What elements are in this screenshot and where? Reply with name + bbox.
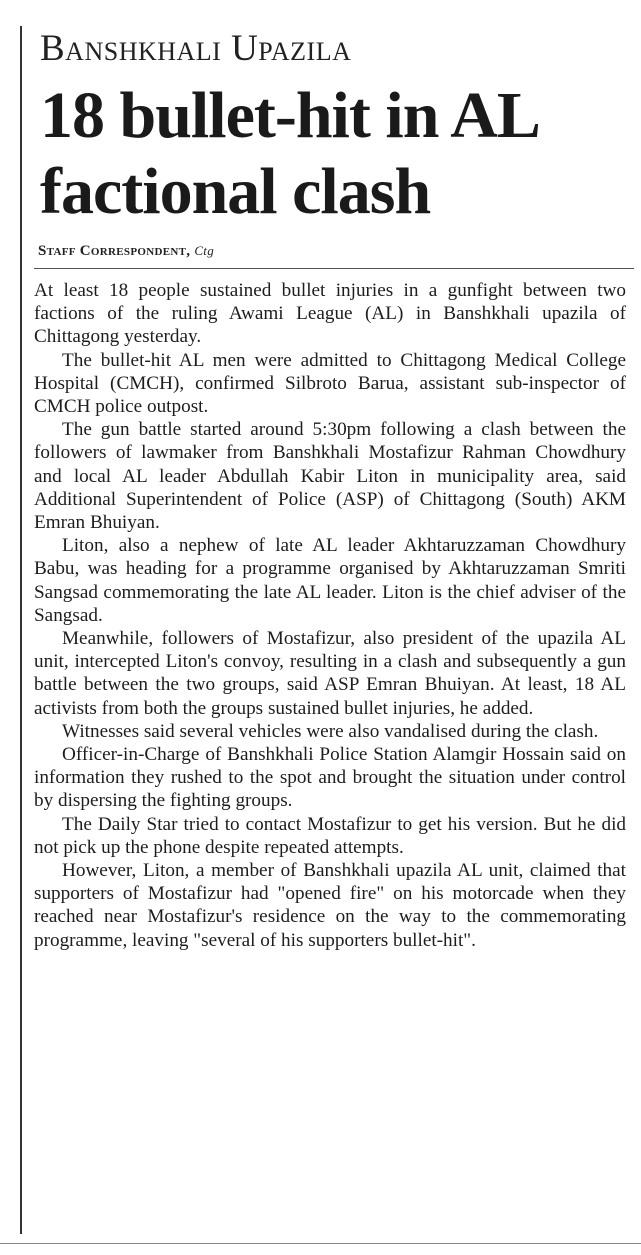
byline-author: Staff Correspondent,	[38, 243, 191, 259]
byline-place: Ctg	[194, 243, 215, 258]
article-paragraph: Liton, also a nephew of late AL leader Akhtaruzzaman Chowdhury Babu, was heading for a programme organised by Akhtaruzzaman Smriti Sangsad commemorating the late AL leader. Liton is the chief adviser of the Sangsad.	[34, 535, 626, 626]
bottom-rule	[0, 1243, 641, 1244]
article-paragraph: The gun battle started around 5:30pm following a clash between the followers of lawmaker from Banshkhali Mostafizur Rahman Chowdhury and local AL leader Abdullah Kabir Liton in municipality area, said Additional Superintendent of Police (ASP) of Chittagong (South) AKM Emran Bhuiyan.	[34, 419, 626, 534]
byline-divider	[34, 268, 634, 269]
article-paragraph: However, Liton, a member of Banshkhali upazila AL unit, claimed that supporters of Mostafizur had "opened fire" on his motorcade when they reached near Mostafizur's residence on the way to the commemorating programme, leaving "several of his supporters bullet-hit".	[34, 860, 626, 951]
article-paragraph: The Daily Star tried to contact Mostafizur to get his version. But he did not pick up the phone despite repeated attempts.	[34, 813, 626, 858]
article-body	[34, 279, 626, 952]
article-paragraph: Officer-in-Charge of Banshkhali Police Station Alamgir Hossain said on information they rushed to the spot and brought the situation under control by dispersing the fighting groups.	[34, 744, 626, 812]
article-headline: 18 bullet-hit in AL factional clash	[40, 79, 537, 228]
article-byline	[38, 242, 626, 260]
article-kicker: Banshkhali Upazila	[40, 28, 352, 69]
article-paragraph: The bullet-hit AL men were admitted to Chittagong Medical College Hospital (CMCH), confirmed Silbroto Barua, assistant sub-inspector of CMCH police outpost.	[34, 349, 626, 418]
news-article	[34, 26, 626, 952]
article-paragraph: Meanwhile, followers of Mostafizur, also president of the upazila AL unit, intercepted Liton's convoy, resulting in a clash and subsequently a gun battle between the two groups, said ASP Emran Bhuiyan. At least, 18 AL activists from both the groups sustained bullet injuries, he added.	[34, 628, 626, 719]
article-paragraph: Witnesses said several vehicles were also vandalised during the clash.	[62, 720, 599, 742]
left-column-rule	[20, 26, 22, 1234]
article-paragraph: At least 18 people sustained bullet injuries in a gunfight between two factions of the ruling Awami League (AL) in Banshkhali upazila of Chittagong yesterday.	[34, 280, 626, 348]
